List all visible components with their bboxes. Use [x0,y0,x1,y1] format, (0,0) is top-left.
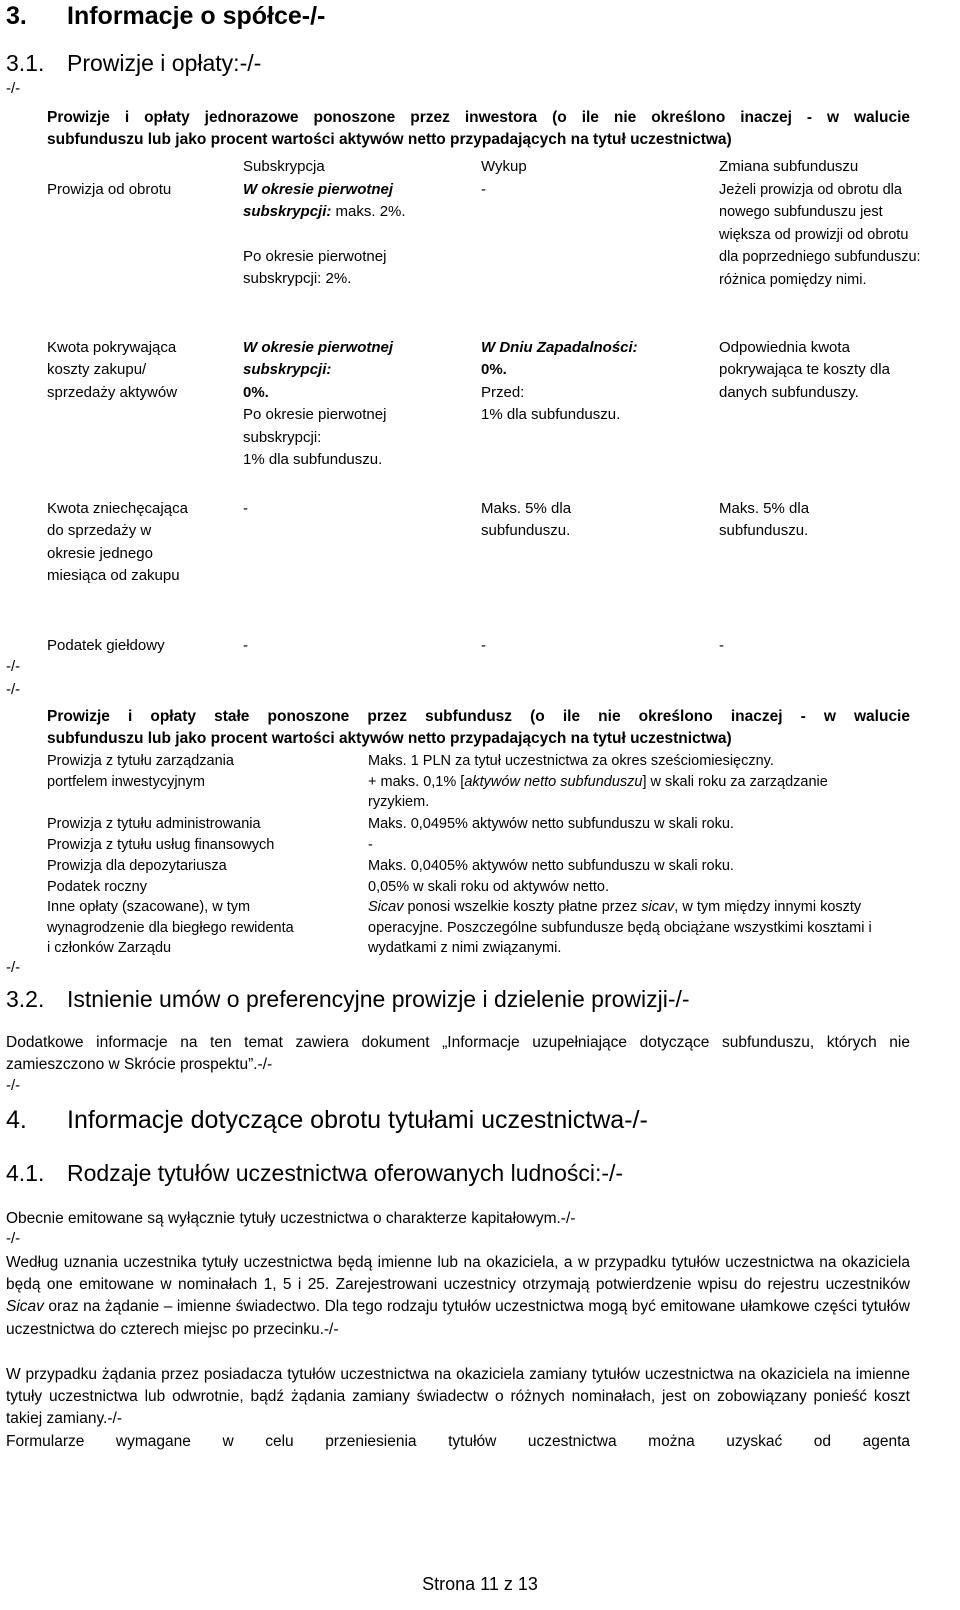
section-number: 3. [6,2,27,30]
row-turnover-label: Prowizja od obrotu [47,181,172,198]
recurring-row-financial-label: Prowizja z tytułu usług finansowych [47,837,275,853]
section-title: Prowizje i opłaty:-/- [67,50,262,76]
initial-period-label: W okresie pierwotnej subskrypcji: [243,339,394,379]
initial-period-value: 0%. [243,383,269,401]
recurring-intro-line1: Prowizje i opłaty stałe ponoszone przez subfundusz (o ile nie określono inaczej - w walucie [47,708,910,725]
recurring-row-admin-label: Prowizja z tytułu administrowania [47,816,261,832]
recurring-row-other-value [368,897,913,959]
section-title: Istnienie umów o preferencyjne prowizje i dzielenie prowizji-/- [67,986,690,1012]
before-value: 1% dla subfunduszu. [481,406,621,424]
initial-period-value: maks. 2%. [331,203,406,221]
section-3-2-heading [6,986,690,1013]
p2-italic: Sicav [6,1298,44,1316]
section-number: 4.1. [6,1160,45,1186]
section-number: 3.1. [6,50,45,76]
recurring-row-admin-value: Maks. 0,0495% aktywów netto subfunduszu w skali roku. [368,816,734,832]
section-4-1-p4: Formularze wymagane w celu przeniesienia tytułów uczestnictwa można uzyskać od agenta [6,1433,910,1450]
row-stamp-subscription: - [243,637,248,654]
row-discourage-label: Kwota zniechęcająca do sprzedaży w okresie jednego miesiąca od zakupu [47,500,188,585]
row-costs-redemption [481,337,701,427]
row-discourage-switch: Maks. 5% dla subfunduszu. [719,500,810,540]
marker: -/- [6,1230,21,1247]
recurring-row-mgmt-label: Prowizja z tytułu zarządzania portfelem inwestycyjnym [47,753,234,790]
recurring-row-other-label: Inne opłaty (szacowane), w tym wynagrodzenie dla biegłego rewidenta i członków Zarządu [47,899,294,956]
section-3-1-heading [6,50,261,77]
section-title: Informacje dotyczące obrotu tytułami uczestnictwa-/- [67,1106,648,1134]
section-number: 3.2. [6,986,45,1012]
marker: -/- [6,1077,21,1094]
recurring-row-depositary-label: Prowizja dla depozytariusza [47,858,227,874]
after-period-label: Po okresie pierwotnej subskrypcji: [243,406,387,446]
section-4-1-heading [6,1160,623,1187]
row-turnover-subscription-after: Po okresie pierwotnej subskrypcji: 2%. [243,248,387,288]
recurring-row-tax-label: Podatek roczny [47,879,147,895]
header-redemption: Wykup [481,158,527,175]
recurring-row-tax-value: 0,05% w skali roku od aktywów netto. [368,879,609,895]
header-switch: Zmiana subfunduszu [719,158,859,175]
marker: -/- [6,80,21,97]
p2-part-a: Według uznania uczestnika tytuły uczestnictwa będą imienne lub na okaziciela, a w przypadku tytułów uczestnictwa na okaziciela będą one emitowane w nominałach 1, 5 i 25. Zarejestrowani uczestnicy otrzymają potwierdzenie wpisu do rejestru uczestników [6,1254,910,1294]
recurring-row-mgmt-value [368,751,888,813]
marker: -/- [6,681,21,698]
section-3-heading [6,2,325,31]
row-turnover-switch: Jeżeli prowizja od obrotu dla nowego subfunduszu jest większa od prowizji od obrotu dla poprzedniego subfunduszu: różnica pomiędzy nimi. [719,182,921,288]
initial-period-label: W okresie pierwotnej subskrypcji: [243,181,394,221]
row-discourage-redemption: Maks. 5% dla subfunduszu. [481,500,572,540]
marker: -/- [6,959,21,976]
page-number: Strona 11 z 13 [422,1574,538,1594]
row-costs-switch: Odpowiednia kwota pokrywająca te koszty dla danych subfunduszy. [719,339,890,401]
recurring-row-depositary-value: Maks. 0,0405% aktywów netto subfunduszu w skali roku. [368,858,734,874]
row-stamp-label: Podatek giełdowy [47,637,165,654]
other-value-italic-2: sicav [641,899,675,915]
recurring-row-financial-value: - [368,837,373,853]
section-4-1-p2 [6,1252,910,1341]
mgmt-value-line-a: Maks. 1 PLN za tytuł uczestnictwa za okres sześciomiesięczny. [368,753,774,769]
section-3-2-text: Dodatkowe informacje na ten temat zawiera dokument „Informacje uzupełniające dotyczące subfunduszu, których nie zamieszczono w Skrócie prospektu”.-/- [6,1034,910,1074]
maturity-label: W Dniu Zapadalności: [481,339,638,356]
maturity-value: 0%. [481,361,507,379]
other-value-tail: , w tym między innymi koszty operacyjne. Poszczególne subfundusze będą obciążane wszystkimi kosztami i wydatkami z nimi związanymi. [368,899,872,956]
section-number: 4. [6,1106,27,1134]
row-turnover-redemption: - [481,181,486,198]
row-discourage-subscription: - [243,500,248,517]
other-value-italic-1: Sicav [368,899,404,915]
header-subscription: Subskrypcja [243,158,325,175]
section-4-heading [6,1106,648,1135]
marker: -/- [6,658,21,675]
row-turnover-subscription-initial [243,179,463,224]
section-4-1-p3: W przypadku żądania przez posiadacza tytułów uczestnictwa na okaziciela zamiany tytułów uczestnictwa na okaziciela na imienne tytuły uczestnictwa lub odwrotnie, bądź żądania zamiany świadectw o różnych nominałach, jest on zobowiązany ponieść koszt takiej zamiany.-/- [6,1366,910,1428]
after-period-value: 1% dla subfunduszu. [243,451,383,469]
row-stamp-switch: - [719,637,724,654]
mgmt-value-b-italic: aktywów netto subfunduszu [464,773,643,790]
mgmt-value-line-b [368,772,888,813]
row-costs-label: Kwota pokrywająca koszty zakupu/ sprzedaży aktywów [47,339,178,401]
row-stamp-redemption: - [481,637,486,654]
p2-part-b: oraz na żądanie – imienne świadectwo. Dla tego rodzaju tytułów uczestnictwa mogą być emitowane ułamkowe części tytułów uczestnictwa do czterech miejsc po przecinku.-/- [6,1298,910,1338]
mgmt-value-b: + maks. 0,1% [ [368,773,465,790]
recurring-intro-line2: subfunduszu lub jako procent wartości aktywów netto przypadających na tytuł uczestnictwa) [47,730,732,747]
one-off-intro-line2: subfunduszu lub jako procent wartości aktywów netto przypadających na tytuł uczestnictwa) [47,131,732,148]
one-off-intro-line1: Prowizje i opłaty jednorazowe ponoszone przez inwestora (o ile nie określono inaczej - w walucie [47,109,910,126]
before-label: Przed: [481,383,525,401]
section-title: Informacje o spółce-/- [67,2,326,30]
section-title: Rodzaje tytułów uczestnictwa oferowanych ludności:-/- [67,1160,624,1186]
mgmt-value-b-tail: ] w skali roku za zarządzanie ryzykiem. [368,773,828,810]
row-costs-subscription [243,337,463,471]
other-value-mid: ponosi wszelkie koszty płatne przez [403,899,642,915]
section-4-1-p1: Obecnie emitowane są wyłącznie tytuły uczestnictwa o charakterze kapitałowym.-/- [6,1210,576,1227]
